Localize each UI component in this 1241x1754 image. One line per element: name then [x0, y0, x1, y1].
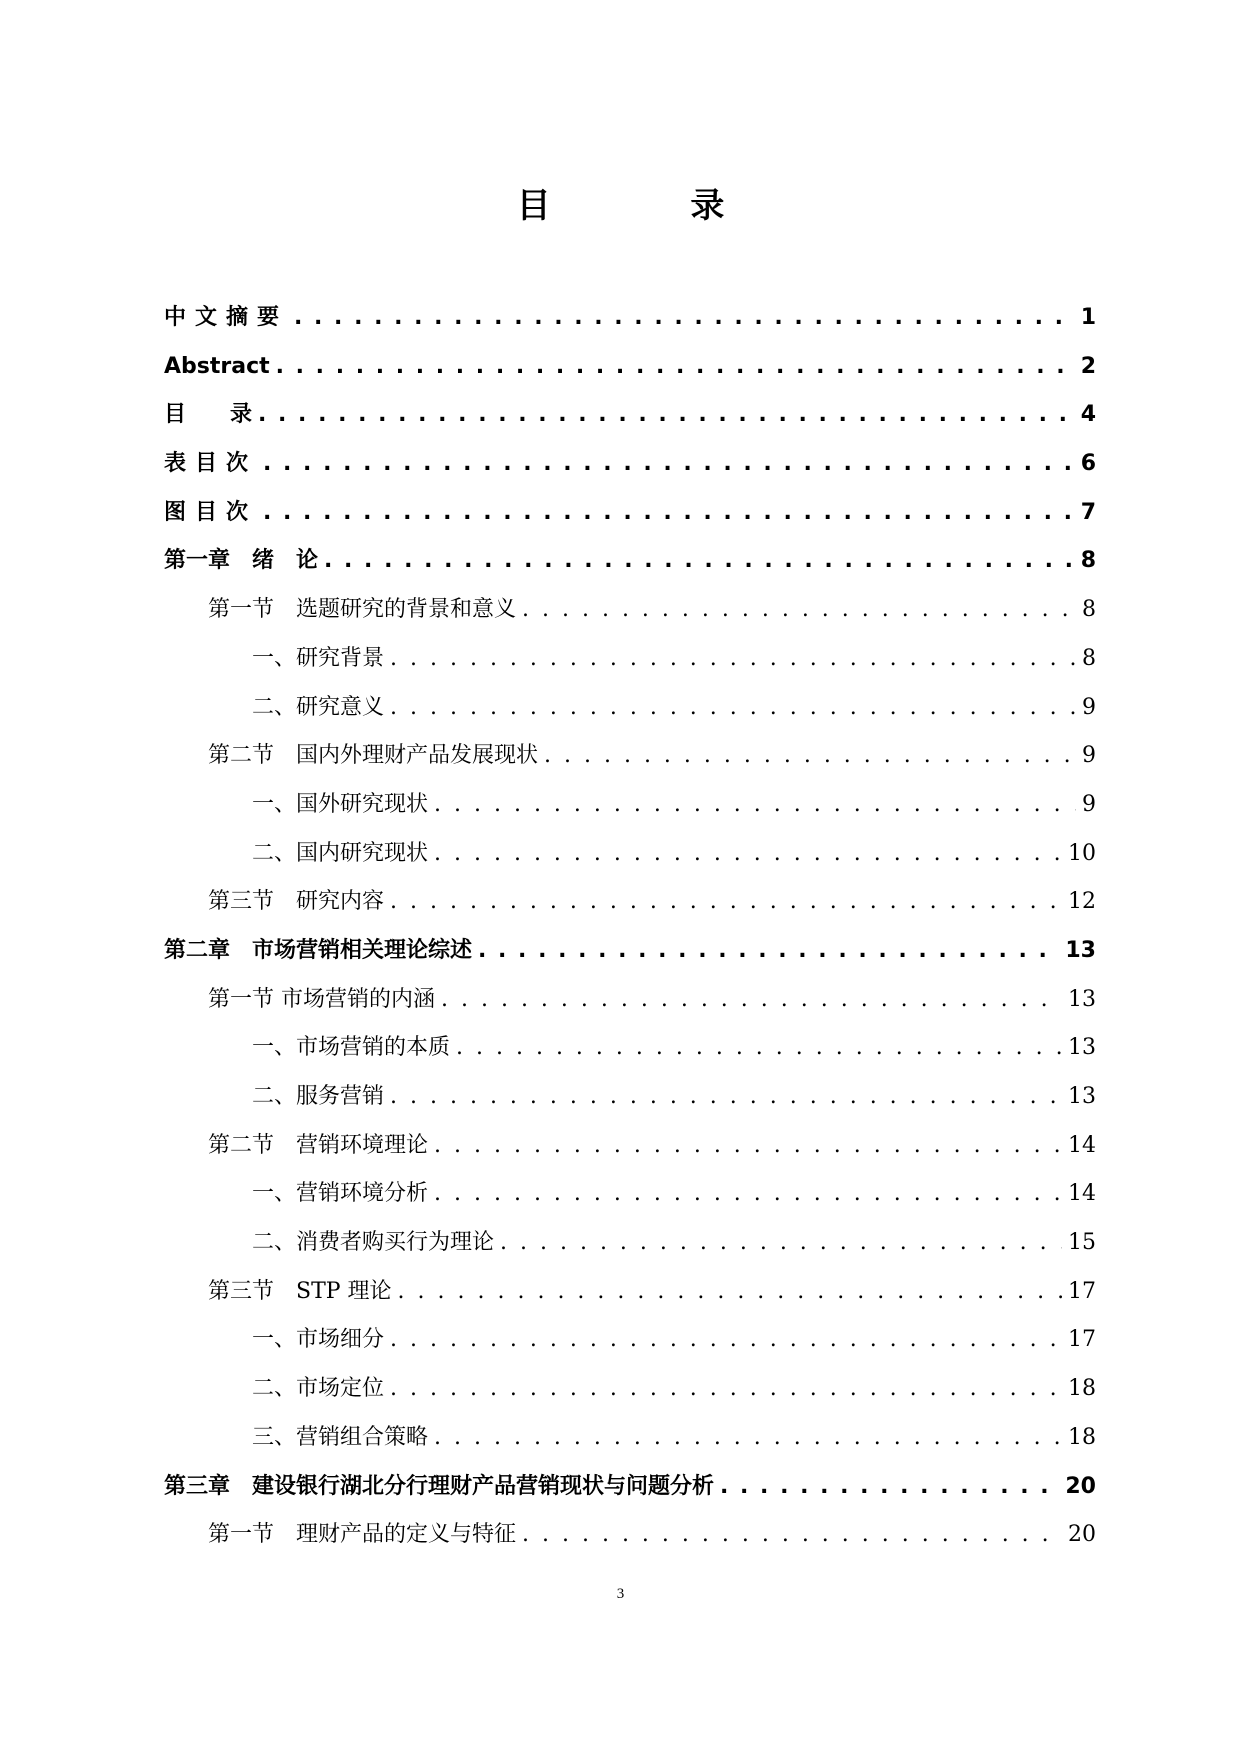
toc-leader-dots [522, 586, 1076, 635]
toc-leader-dots [390, 1073, 1062, 1122]
toc-entry-subsection[interactable] [164, 1365, 1096, 1414]
toc-leader-dots [456, 1024, 1062, 1073]
toc-entry-label: 第二章 市场营销相关理论综述 [164, 937, 473, 963]
toc-entry-label: 二、消费者购买行为理论 [252, 1230, 495, 1256]
toc-page-number: 13 [1068, 1035, 1096, 1061]
toc-entry-subsection[interactable] [164, 635, 1096, 684]
toc-entry-label: Abstract [164, 353, 270, 379]
toc-leader-dots [276, 343, 1075, 392]
toc-entry-label: 中文摘要 [164, 305, 289, 330]
toc-entry-label: 第一节 市场营销的内涵 [208, 986, 435, 1012]
toc-leader-dots [434, 1170, 1062, 1219]
toc-leader-dots [398, 1268, 1062, 1317]
toc-entry-subsection[interactable] [164, 1024, 1096, 1073]
toc-entry-subsection[interactable] [164, 781, 1096, 830]
toc-entry-section-2-2[interactable] [164, 1122, 1096, 1171]
toc-entry-label: 一、市场营销的本质 [252, 1035, 451, 1061]
toc-entry-subsection[interactable] [164, 1219, 1096, 1268]
toc-page-number: 20 [1065, 1473, 1096, 1499]
toc-entry-label: 第三节 STP 理论 [208, 1278, 392, 1304]
toc-page-number: 17 [1068, 1278, 1096, 1304]
toc-leader-dots [434, 830, 1062, 879]
toc-entry-subsection[interactable] [164, 1073, 1096, 1122]
toc-page-number: 12 [1068, 889, 1096, 915]
toc-leader-dots [434, 1122, 1062, 1171]
toc-page-number: 13 [1068, 1084, 1096, 1109]
toc-leader-dots [522, 1511, 1062, 1560]
toc-page-number: 17 [1068, 1327, 1096, 1353]
toc-leader-dots [390, 1316, 1062, 1365]
toc-entry-section-2-1[interactable] [164, 976, 1096, 1025]
toc-leader-dots [258, 391, 1075, 440]
toc-leader-dots [500, 1219, 1062, 1268]
table-of-contents [164, 294, 1096, 1560]
toc-page-number: 13 [1068, 986, 1096, 1012]
toc-leader-dots [324, 537, 1075, 586]
toc-leader-dots [294, 294, 1075, 343]
toc-entry-label: 第二节 国内外理财产品发展现状 [208, 743, 539, 769]
page-number: 3 [616, 1586, 625, 1602]
toc-entry-label: 三、营销组合策略 [252, 1424, 429, 1450]
toc-page-number: 6 [1080, 451, 1096, 477]
toc-page-number: 10 [1068, 840, 1096, 866]
toc-page-number: 8 [1082, 645, 1096, 671]
toc-entry-label: 目 录 [164, 402, 253, 428]
toc-entry-contents[interactable] [164, 391, 1096, 440]
toc-entry-chinese-abstract[interactable] [164, 294, 1096, 343]
page-title: 目 录 [516, 186, 789, 226]
toc-entry-label: 一、研究背景 [252, 645, 385, 671]
toc-entry-section-1-3[interactable] [164, 878, 1096, 927]
toc-page-number: 4 [1080, 402, 1096, 428]
toc-page-number: 14 [1068, 1181, 1096, 1207]
toc-leader-dots [390, 684, 1076, 733]
toc-entry-subsection[interactable] [164, 1316, 1096, 1365]
toc-page-number: 7 [1080, 499, 1096, 525]
toc-page-number: 2 [1080, 353, 1096, 379]
toc-page-number: 18 [1068, 1424, 1096, 1450]
toc-entry-label: 第三节 研究内容 [208, 889, 385, 915]
toc-entry-chapter-2[interactable] [164, 927, 1096, 976]
toc-entry-label: 一、国外研究现状 [252, 791, 429, 817]
toc-page-number: 13 [1065, 937, 1096, 963]
toc-page-number: 20 [1068, 1522, 1096, 1548]
toc-entry-label: 一、营销环境分析 [252, 1181, 429, 1207]
toc-leader-dots [720, 1463, 1059, 1512]
toc-leader-dots [478, 927, 1059, 976]
toc-entry-subsection[interactable] [164, 684, 1096, 733]
toc-entry-label: 图目次 [164, 499, 258, 525]
toc-entry-label: 二、研究意义 [252, 694, 385, 720]
toc-leader-dots [544, 732, 1076, 781]
toc-entry-label: 第一章 绪 论 [164, 548, 319, 574]
toc-entry-label: 第一节 选题研究的背景和意义 [208, 597, 517, 623]
toc-entry-section-1-2[interactable] [164, 732, 1096, 781]
toc-entry-subsection[interactable] [164, 830, 1096, 879]
toc-entry-table-list[interactable] [164, 440, 1096, 489]
toc-leader-dots [390, 1365, 1062, 1414]
toc-page-number: 8 [1082, 597, 1096, 623]
toc-leader-dots [263, 489, 1075, 538]
toc-entry-label: 第三章 建设银行湖北分行理财产品营销现状与问题分析 [164, 1473, 715, 1499]
toc-page-number: 14 [1068, 1132, 1096, 1158]
toc-entry-abstract[interactable] [164, 343, 1096, 392]
toc-page-number: 8 [1080, 548, 1096, 574]
toc-leader-dots [390, 878, 1062, 927]
toc-entry-label: 第二节 营销环境理论 [208, 1132, 429, 1158]
toc-page-number: 9 [1082, 743, 1096, 769]
toc-entry-label: 表目次 [164, 451, 258, 477]
toc-entry-label: 一、市场细分 [252, 1327, 385, 1353]
toc-entry-chapter-1[interactable] [164, 537, 1096, 586]
toc-leader-dots [434, 1414, 1062, 1463]
toc-entry-chapter-3[interactable] [164, 1463, 1096, 1512]
toc-page-number: 15 [1068, 1230, 1096, 1256]
toc-page-number: 1 [1080, 305, 1096, 330]
toc-page-number: 18 [1068, 1376, 1096, 1402]
toc-leader-dots [390, 635, 1076, 684]
toc-entry-label: 二、服务营销 [252, 1084, 385, 1109]
toc-page-number: 9 [1082, 694, 1096, 720]
toc-entry-label: 二、国内研究现状 [252, 840, 429, 866]
toc-entry-section-1-1[interactable] [164, 586, 1096, 635]
toc-entry-label: 二、市场定位 [252, 1376, 385, 1402]
toc-leader-dots [263, 440, 1075, 489]
toc-entry-section-3-1[interactable] [164, 1511, 1096, 1560]
toc-entry-label: 第一节 理财产品的定义与特征 [208, 1522, 517, 1548]
toc-page-number: 9 [1082, 791, 1096, 817]
toc-leader-dots [434, 781, 1076, 830]
toc-entry-subsection[interactable] [164, 1414, 1096, 1463]
toc-entry-subsection[interactable] [164, 1170, 1096, 1219]
toc-entry-section-2-3[interactable] [164, 1268, 1096, 1317]
toc-entry-figure-list[interactable] [164, 489, 1096, 538]
toc-leader-dots [441, 976, 1062, 1025]
